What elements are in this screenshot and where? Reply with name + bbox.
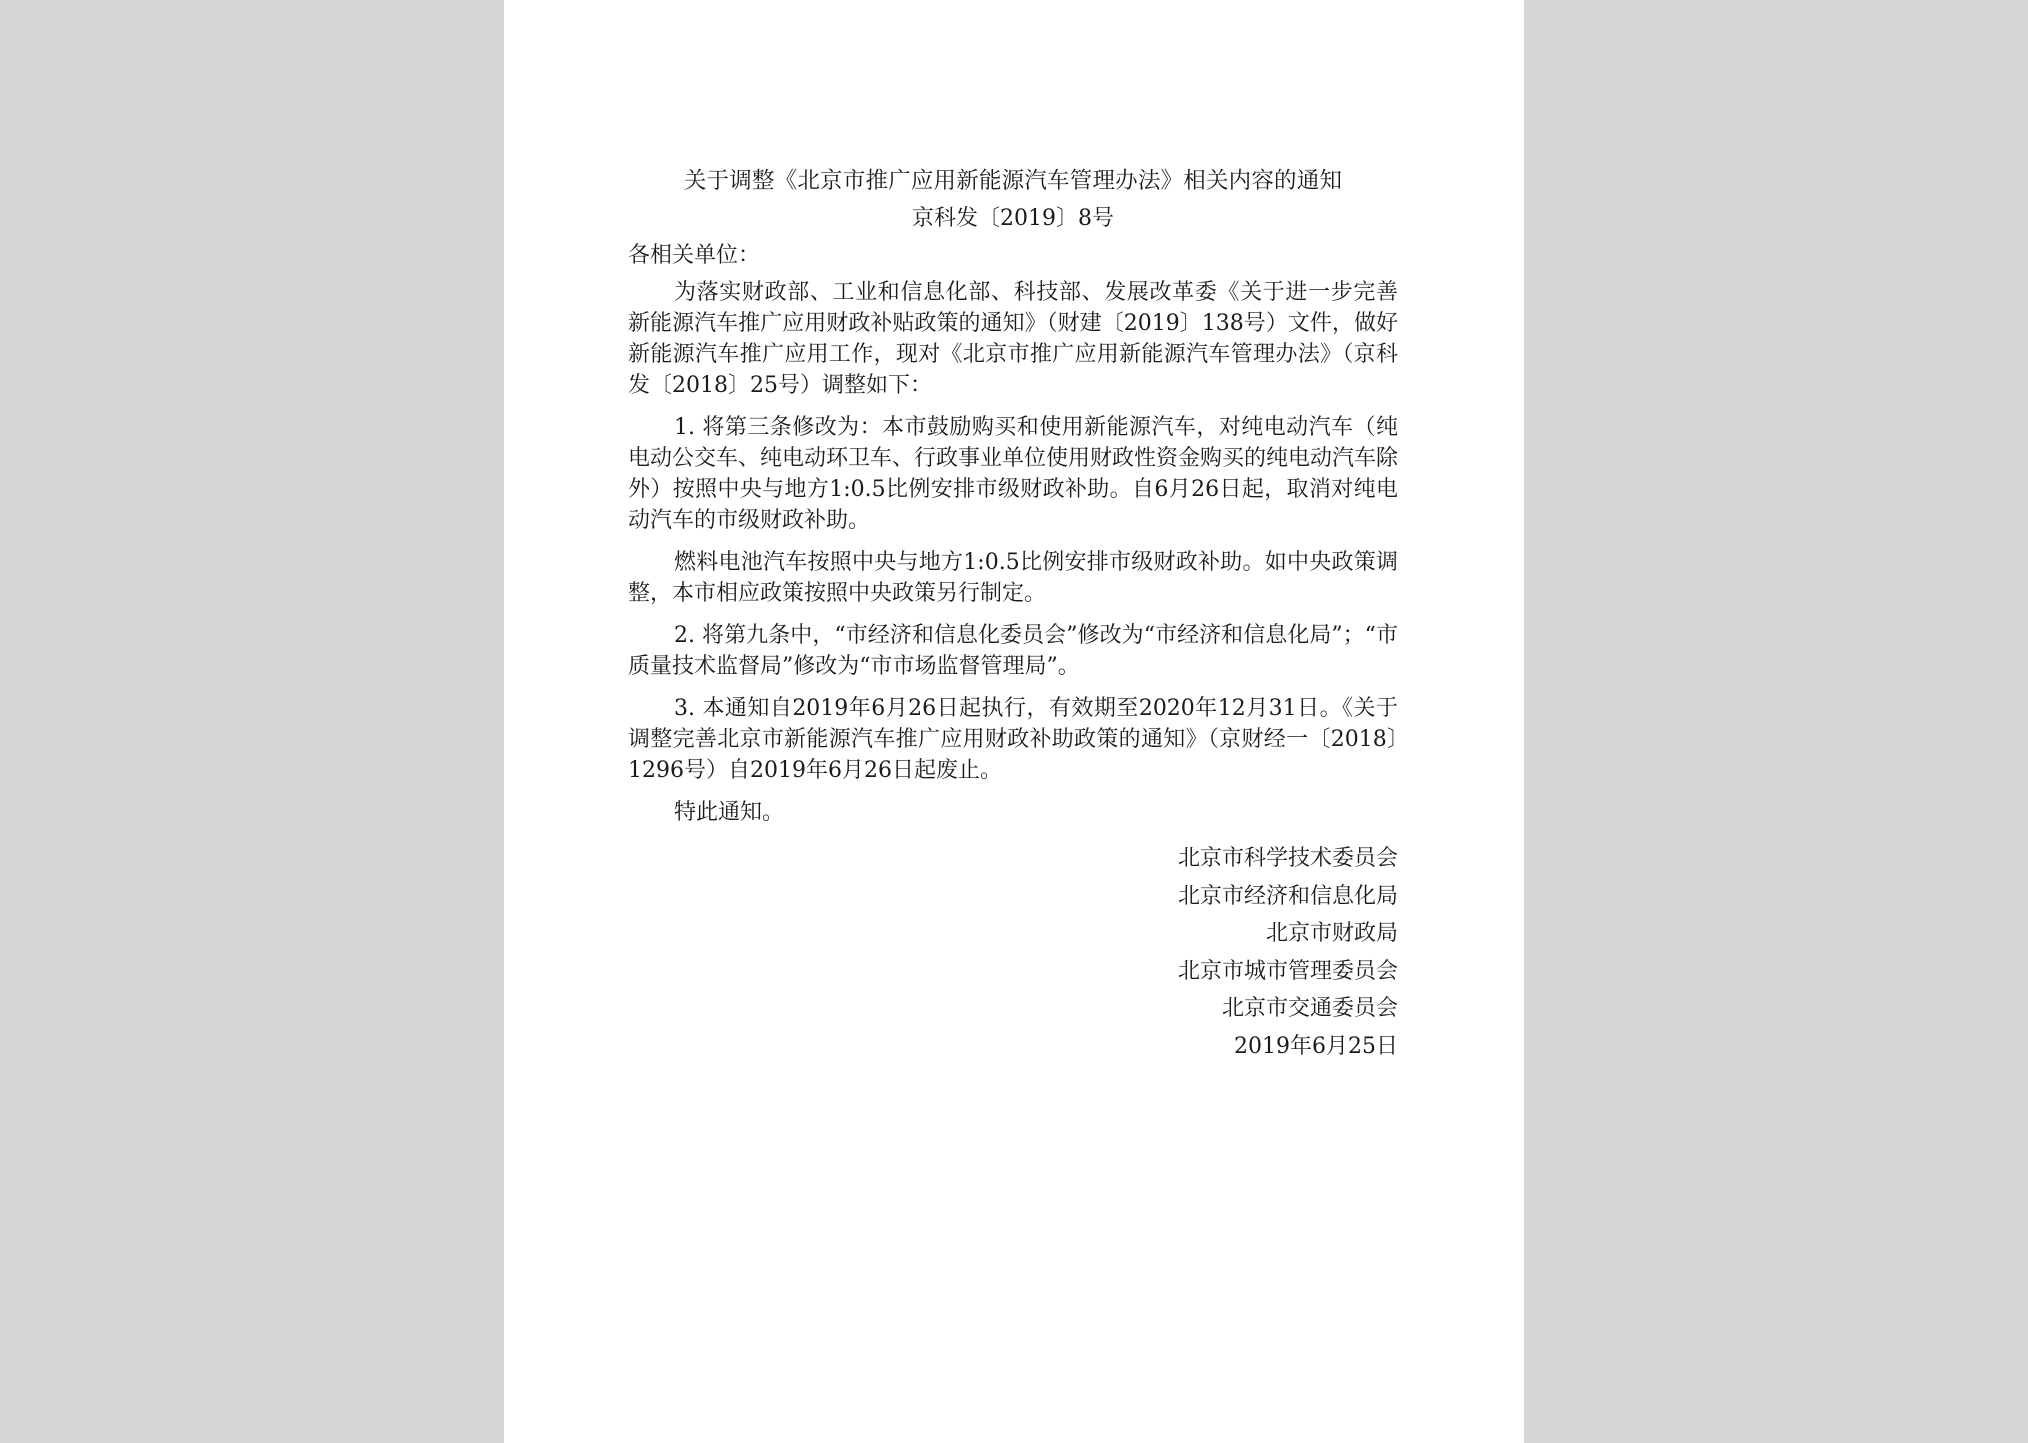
signatory-science-commission: 北京市科学技术委员会 — [1177, 846, 1398, 871]
signatory-transport-commission: 北京市交通委员会 — [1221, 996, 1398, 1021]
salutation: 各相关单位： — [628, 243, 761, 268]
document-date: 2019年6月25日 — [1234, 1033, 1398, 1059]
signatory-finance-bureau: 北京市财政局 — [1265, 921, 1398, 946]
signatory-economy-bureau: 北京市经济和信息化局 — [1177, 883, 1398, 909]
document-number: 京科发〔2019〕8号 — [912, 206, 1114, 231]
signature-block — [628, 840, 1398, 1065]
paragraph-item-3: 3. 本通知自2019年6月26日起执行，有效期至2020年12月31日。《关于调整完善北京市新能源汽车推广应用财政补助政策的通知》（京财经一〔2018〕1296号）自2019年6月26日起废止。 — [628, 696, 1398, 783]
paragraph-item-1: 1. 将第三条修改为：本市鼓励购买和使用新能源汽车，对纯电动汽车（纯电动公交车、纯电动环卫车、行政事业单位使用财政性资金购买的纯电动汽车除外）按照中央与地方1:0.5比例安排市级财政补助。自6月26日起，取消对纯电动汽车的市级财政补助。 — [628, 415, 1399, 533]
signatory-urban-management: 北京市城市管理委员会 — [1177, 958, 1398, 984]
document-content — [628, 166, 1398, 1065]
closing-line: 特此通知。 — [674, 800, 785, 825]
paragraph-item-2: 2. 将第九条中，“市经济和信息化委员会”修改为“市经济和信息化局”；“市质量技术监督局”修改为“市市场监督管理局”。 — [628, 623, 1398, 679]
document-page — [504, 0, 1524, 1443]
paragraph-fuel-cell: 燃料电池汽车按照中央与地方1:0.5比例安排市级财政补助。如中央政策调整，本市相应政策按照中央政策另行制定。 — [628, 550, 1398, 606]
paragraph-intro: 为落实财政部、工业和信息化部、科技部、发展改革委《关于进一步完善新能源汽车推广应用财政补贴政策的通知》（财建〔2019〕138号）文件，做好新能源汽车推广应用工作，现对《北京市推广应用新能源汽车管理办法》（京科发〔2018〕25号）调整如下： — [628, 280, 1398, 398]
document-title: 关于调整《北京市推广应用新能源汽车管理办法》相关内容的通知 — [683, 168, 1343, 194]
